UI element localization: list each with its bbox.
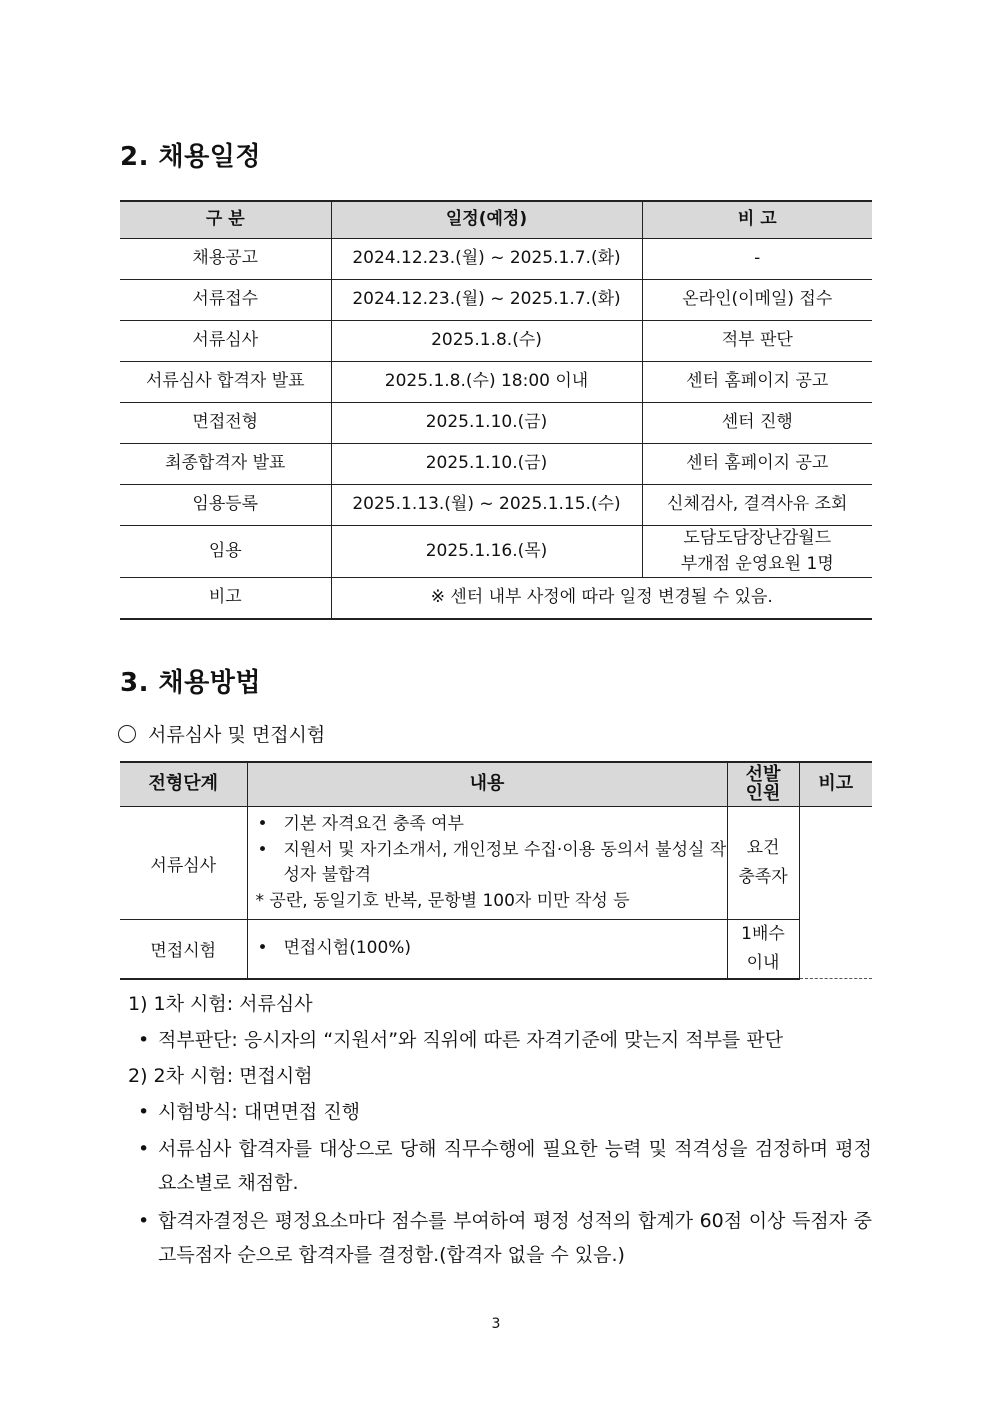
header-selection-line: 선발	[745, 763, 781, 785]
stage-interview: 면접시험	[120, 920, 247, 979]
row-note-line: 도담도담장난감월드	[683, 528, 832, 548]
row-date: 2024.12.23.(월) ~ 2025.1.7.(화)	[331, 239, 642, 280]
table-row	[120, 526, 872, 578]
bullet-icon: •	[138, 1210, 150, 1232]
header-content: 내용	[247, 762, 727, 807]
footnote: * 공란, 동일기호 반복, 문항별 100자 미만 작성 등	[255, 890, 630, 911]
selection-line: 이내	[746, 952, 780, 973]
remark-label: 비고	[120, 578, 331, 620]
row-note: 센터 홈페이지 공고	[642, 444, 872, 485]
first-exam-line: 1) 1차 시험: 서류심사	[128, 993, 313, 1015]
section-2-title: 2. 채용일정	[120, 142, 261, 172]
selection-line: 충족자	[738, 867, 788, 887]
circle-icon	[118, 725, 136, 743]
row-date: 2025.1.16.(목)	[331, 526, 642, 578]
method-header-row	[120, 762, 872, 807]
row-note	[642, 526, 872, 578]
interview-content	[247, 920, 727, 979]
scoring-text: 서류심사 합격자를 대상으로 당해 직무수행에 필요한 능력 및 적격성을 검정하며 평정요소별로 채점함.	[158, 1138, 872, 1195]
header-selection-line: 인원	[745, 782, 781, 804]
list-item: • 기본 자격요건 충족 여부	[256, 812, 727, 838]
exam-method-line	[138, 1095, 872, 1129]
table-row	[120, 321, 872, 362]
row-note: 센터 진행	[642, 403, 872, 444]
decision-text: 합격자결정은 평정요소마다 점수를 부여하여 평정 성적의 합계가 60점 이상 득점자 중 고득점자 순으로 합격자를 결정함.(합격자 없을 수 있음.)	[158, 1210, 872, 1267]
bullet-icon: •	[138, 1138, 150, 1160]
first-exam-detail-text: 적부판단: 응시자의 “지원서”와 직위에 따른 자격기준에 맞는지 적부를 판단	[158, 1029, 784, 1051]
header-stage: 전형단계	[120, 762, 247, 807]
second-exam-line: 2) 2차 시험: 면접시험	[128, 1065, 313, 1087]
row-date: 2025.1.10.(금)	[331, 444, 642, 485]
row-date: 2025.1.13.(월) ~ 2025.1.15.(수)	[331, 485, 642, 526]
table-row	[120, 920, 872, 979]
table-row	[120, 362, 872, 403]
doc-review-selection	[727, 807, 799, 920]
interview-selection	[727, 920, 799, 979]
section-3-title: 3. 채용방법	[120, 668, 261, 698]
row-note: 센터 홈페이지 공고	[642, 362, 872, 403]
table-row	[120, 280, 872, 321]
row-note: 신체검사, 결격사유 조회	[642, 485, 872, 526]
row-category: 임용	[120, 526, 331, 578]
note-cell	[799, 807, 872, 979]
header-note: 비고	[799, 762, 872, 807]
table-row	[120, 807, 872, 920]
table-row	[120, 444, 872, 485]
doc-review-content	[247, 807, 727, 920]
exam-method-text: 시험방식: 대면면접 진행	[158, 1101, 361, 1123]
row-note-line: 부개점 운영요원 1명	[680, 553, 834, 574]
row-category: 채용공고	[120, 239, 331, 280]
stage-doc-review: 서류심사	[120, 807, 247, 920]
scoring-line	[138, 1132, 872, 1200]
row-category: 서류접수	[120, 280, 331, 321]
row-category: 서류심사	[120, 321, 331, 362]
first-exam-detail	[138, 1023, 872, 1057]
bullet-icon: •	[138, 1029, 150, 1051]
row-category: 임용등록	[120, 485, 331, 526]
header-schedule: 일정(예정)	[331, 201, 642, 239]
row-note: 적부 판단	[642, 321, 872, 362]
subheading	[118, 720, 325, 747]
header-remark: 비 고	[642, 201, 872, 239]
list-item: • 지원서 및 자기소개서, 개인정보 수집·이용 동의서 불성실 작성자 불합격	[256, 838, 727, 889]
header-selection	[727, 762, 799, 807]
selection-line: 요건	[746, 838, 780, 859]
schedule-table	[120, 200, 872, 620]
selection-line: 1배수	[741, 924, 785, 944]
row-date: 2025.1.10.(금)	[331, 403, 642, 444]
row-note: -	[642, 239, 872, 280]
table-row	[120, 403, 872, 444]
method-table	[120, 761, 872, 980]
bullet-icon: •	[138, 1101, 150, 1123]
row-category: 최종합격자 발표	[120, 444, 331, 485]
remark-row	[120, 578, 872, 620]
table-row	[120, 239, 872, 280]
table-row	[120, 485, 872, 526]
row-category: 서류심사 합격자 발표	[120, 362, 331, 403]
header-category: 구 분	[120, 201, 331, 239]
subheading-text: 서류심사 및 면접시험	[148, 724, 326, 746]
decision-line	[138, 1204, 872, 1272]
list-item: • 면접시험(100%)	[256, 936, 727, 962]
row-date: 2025.1.8.(수)	[331, 321, 642, 362]
row-date: 2025.1.8.(수) 18:00 이내	[331, 362, 642, 403]
row-date: 2024.12.23.(월) ~ 2025.1.7.(화)	[331, 280, 642, 321]
row-note: 온라인(이메일) 접수	[642, 280, 872, 321]
remark-text: ※ 센터 내부 사정에 따라 일정 변경될 수 있음.	[331, 578, 872, 620]
row-category: 면접전형	[120, 403, 331, 444]
page-number: 3	[491, 1316, 501, 1332]
schedule-header-row	[120, 201, 872, 239]
